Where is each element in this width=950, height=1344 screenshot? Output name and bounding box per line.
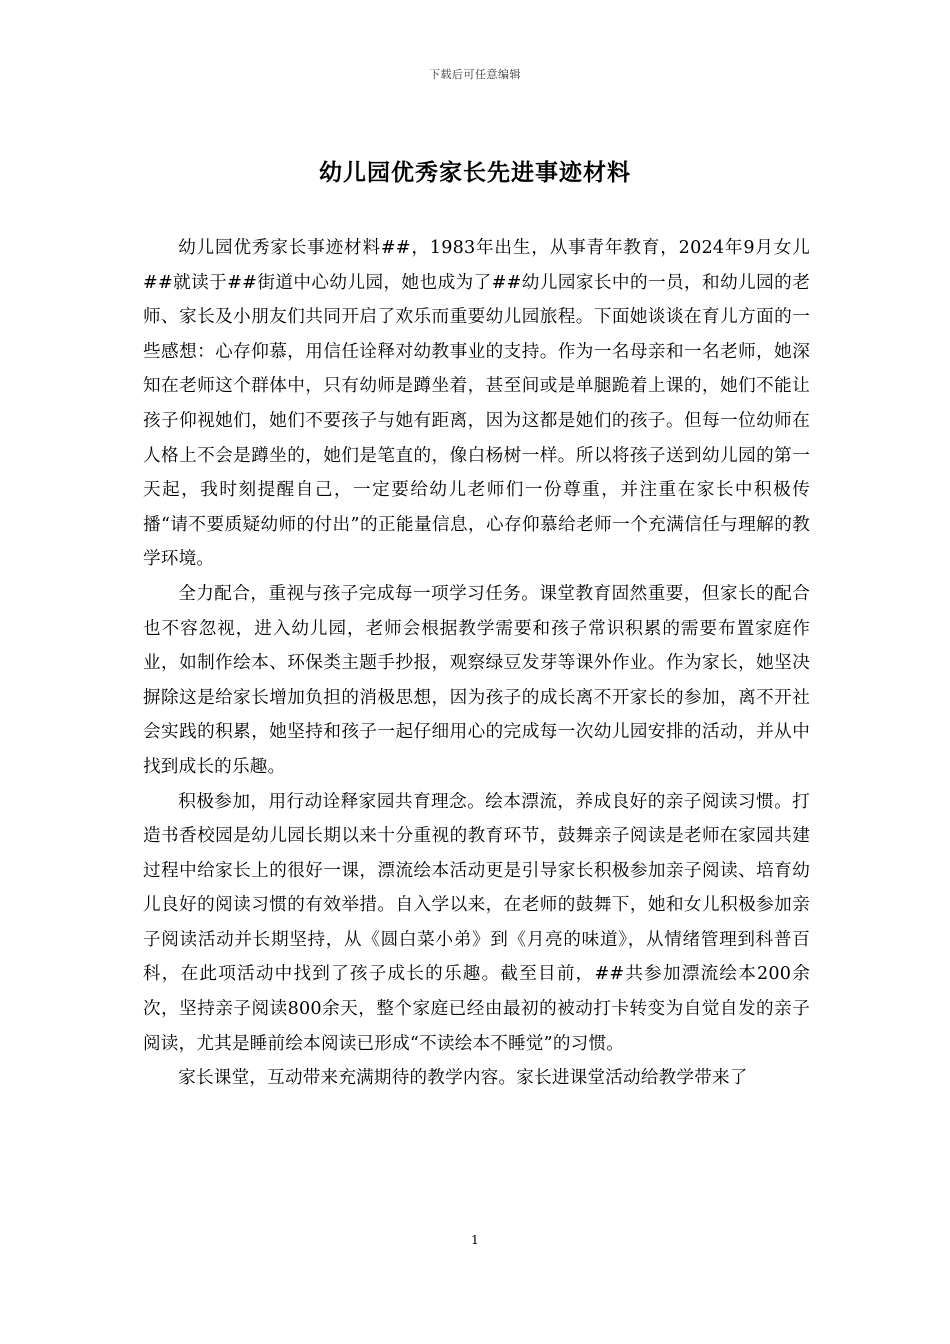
document-title: 幼儿园优秀家长先进事迹材料 [319,159,631,186]
header-note: 下载后可任意编辑 [429,68,521,81]
paragraph: 积极参加，用行动诠释家园共育理念。绘本漂流，养成良好的亲子阅读习惯。打造书香校园是幼儿园长期以来十分重视的教育环节，鼓舞亲子阅读是老师在家园共建过程中给家长上的很好一课，漂流绘本活动更是引导家长积极参加亲子阅读、培育幼儿良好的阅读习惯的有效举措。自入学以来，在老师的鼓舞下，她和女儿积极参加亲子阅读活动并长期坚持，从《圆白菜小弟》到《月亮的味道》，从情绪管理到科普百科，在此项活动中找到了孩子成长的乐趣。截至目前，##共参加漂流绘本200余次，坚持亲子阅读800余天，整个家庭已经由最初的被动打卡转变为自觉自发的亲子阅读，尤其是睡前绘本阅读已形成“不读绘本不睡觉”的习惯。 [143,791,810,1054]
document-body [143,231,810,1096]
paragraph: 全力配合，重视与孩子完成每一项学习任务。课堂教育固然重要，但家长的配合也不容忽视，进入幼儿园，老师会根据教学需要和孩子常识积累的需要布置家庭作业，如制作绘本、环保类主题手抄报，观察绿豆发芽等课外作业。作为家长，她坚决摒除这是给家长增加负担的消极思想，因为孩子的成长离不开家长的参加，离不开社会实践的积累，她坚持和孩子一起仔细用心的完成每一次幼儿园安排的活动，并从中找到成长的乐趣。 [143,583,810,777]
page-number: 1 [471,1233,479,1247]
paragraph: 家长课堂，互动带来充满期待的教学内容。家长进课堂活动给教学带来了 [178,1068,748,1089]
paragraph: 幼儿园优秀家长事迹材料##，1983年出生，从事青年教育，2024年9月女儿##就读于##街道中心幼儿园，她也成为了##幼儿园家长中的一员，和幼儿园的老师、家长及小朋友们共同开启了欢乐而重要幼儿园旅程。下面她谈谈在育儿方面的一些感想：心存仰慕，用信任诠释对幼教事业的支持。作为一名母亲和一名老师，她深知在老师这个群体中，只有幼师是蹲坐着，甚至间或是单腿跪着上课的，她们不能让孩子仰视她们，她们不要孩子与她有距离，因为这都是她们的孩子。但每一位幼师在人格上不会是蹲坐的，她们是笔直的，像白杨树一样。所以将孩子送到幼儿园的第一天起，我时刻提醒自己，一定要给幼儿老师们一份尊重，并注重在家长中积极传播“请不要质疑幼师的付出”的正能量信息，心存仰慕给老师一个充满信任与理解的教学环境。 [143,238,810,570]
